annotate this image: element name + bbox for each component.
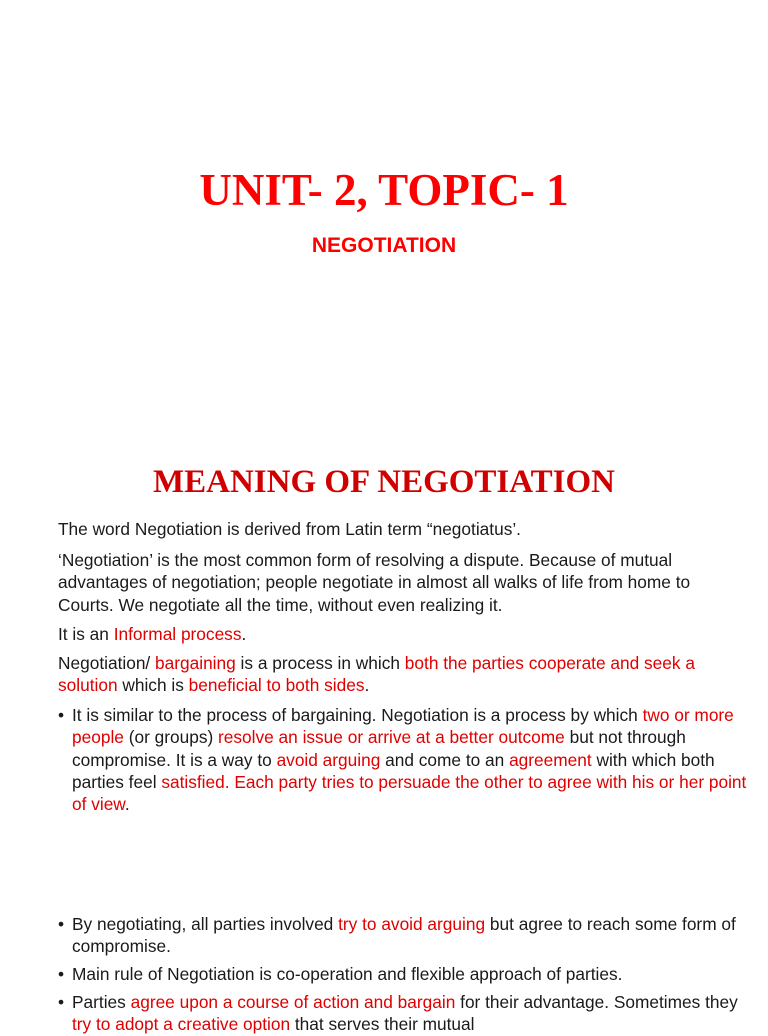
text-span: It is an xyxy=(58,624,114,644)
topic-subtitle: NEGOTIATION xyxy=(311,234,457,257)
bullet-text xyxy=(72,991,748,1036)
text-span: that serves their mutual xyxy=(290,1014,475,1035)
text-span: which is xyxy=(117,675,189,696)
bullet-text xyxy=(72,913,748,958)
highlight-text: agreement xyxy=(509,749,592,770)
text-span: and come to an xyxy=(380,749,510,770)
highlight-text: agree upon a course of action and bargain xyxy=(130,992,456,1012)
bullet-item xyxy=(58,963,748,985)
text-span: with which both parties feel xyxy=(72,749,715,792)
highlight-text: two or more people xyxy=(72,705,734,748)
bullet-item xyxy=(58,913,748,958)
text-span: It is similar to the process of bargaining. Negotiation is a process by which xyxy=(72,705,643,725)
bullet-item xyxy=(58,991,748,1036)
highlight-text: avoid arguing xyxy=(276,749,381,770)
paragraph-latin-origin: The word Negotiation is derived from Latin term “negotiatus’. xyxy=(58,519,521,539)
bullet-icon: • xyxy=(58,914,65,934)
bullet-item xyxy=(58,704,748,815)
bullet-icon: • xyxy=(58,705,65,725)
text-span: . xyxy=(364,675,370,696)
paragraph-bargaining xyxy=(58,652,748,697)
text-span: (or groups) xyxy=(123,727,219,748)
text-span: for their advantage. Sometimes they xyxy=(455,992,738,1012)
highlight-text: resolve an issue or arrive at a better outcome xyxy=(218,727,565,748)
text-span: Main rule of Negotiation is co-operation and flexible approach of parties. xyxy=(72,964,623,984)
highlight-text: try to adopt a creative option xyxy=(72,1014,291,1035)
highlight-text: beneficial to both sides xyxy=(188,675,365,696)
text-span: By negotiating, all parties involved xyxy=(72,914,339,934)
bullet-icon: • xyxy=(58,964,65,984)
text-span: . xyxy=(241,624,247,644)
text-span: but agree to reach some form of compromise. xyxy=(72,914,736,957)
text-span: but not through compromise. It is a way to xyxy=(72,727,686,770)
paragraph-dispute-resolution: ‘Negotiation’ is the most common form of resolving a dispute. Because of mutual advantages of negotiation; people negotiate in almost all walks of life from home to Courts. We negotiate all the time, without even realizing it. xyxy=(58,550,691,615)
bullet-text xyxy=(72,963,748,985)
highlight-text: Informal process xyxy=(113,624,242,644)
highlight-text: both the parties cooperate and seek a solution xyxy=(58,653,695,696)
unit-topic-title: UNIT- 2, TOPIC- 1 xyxy=(199,165,569,215)
text-span: is a process in which xyxy=(235,653,405,673)
text-span: Parties xyxy=(72,992,131,1012)
highlight-text: try to avoid arguing xyxy=(338,914,486,934)
highlight-text: satisfied. Each party tries to persuade the other to agree with his or her point of view xyxy=(72,771,747,815)
text-span: Negotiation/ xyxy=(58,653,156,673)
bullet-icon: • xyxy=(58,992,65,1012)
paragraph-informal-process xyxy=(58,623,748,645)
section-heading: MEANING OF NEGOTIATION xyxy=(152,464,616,500)
bullet-text xyxy=(72,704,748,815)
highlight-text: bargaining xyxy=(155,653,236,673)
text-span: . xyxy=(124,794,130,815)
